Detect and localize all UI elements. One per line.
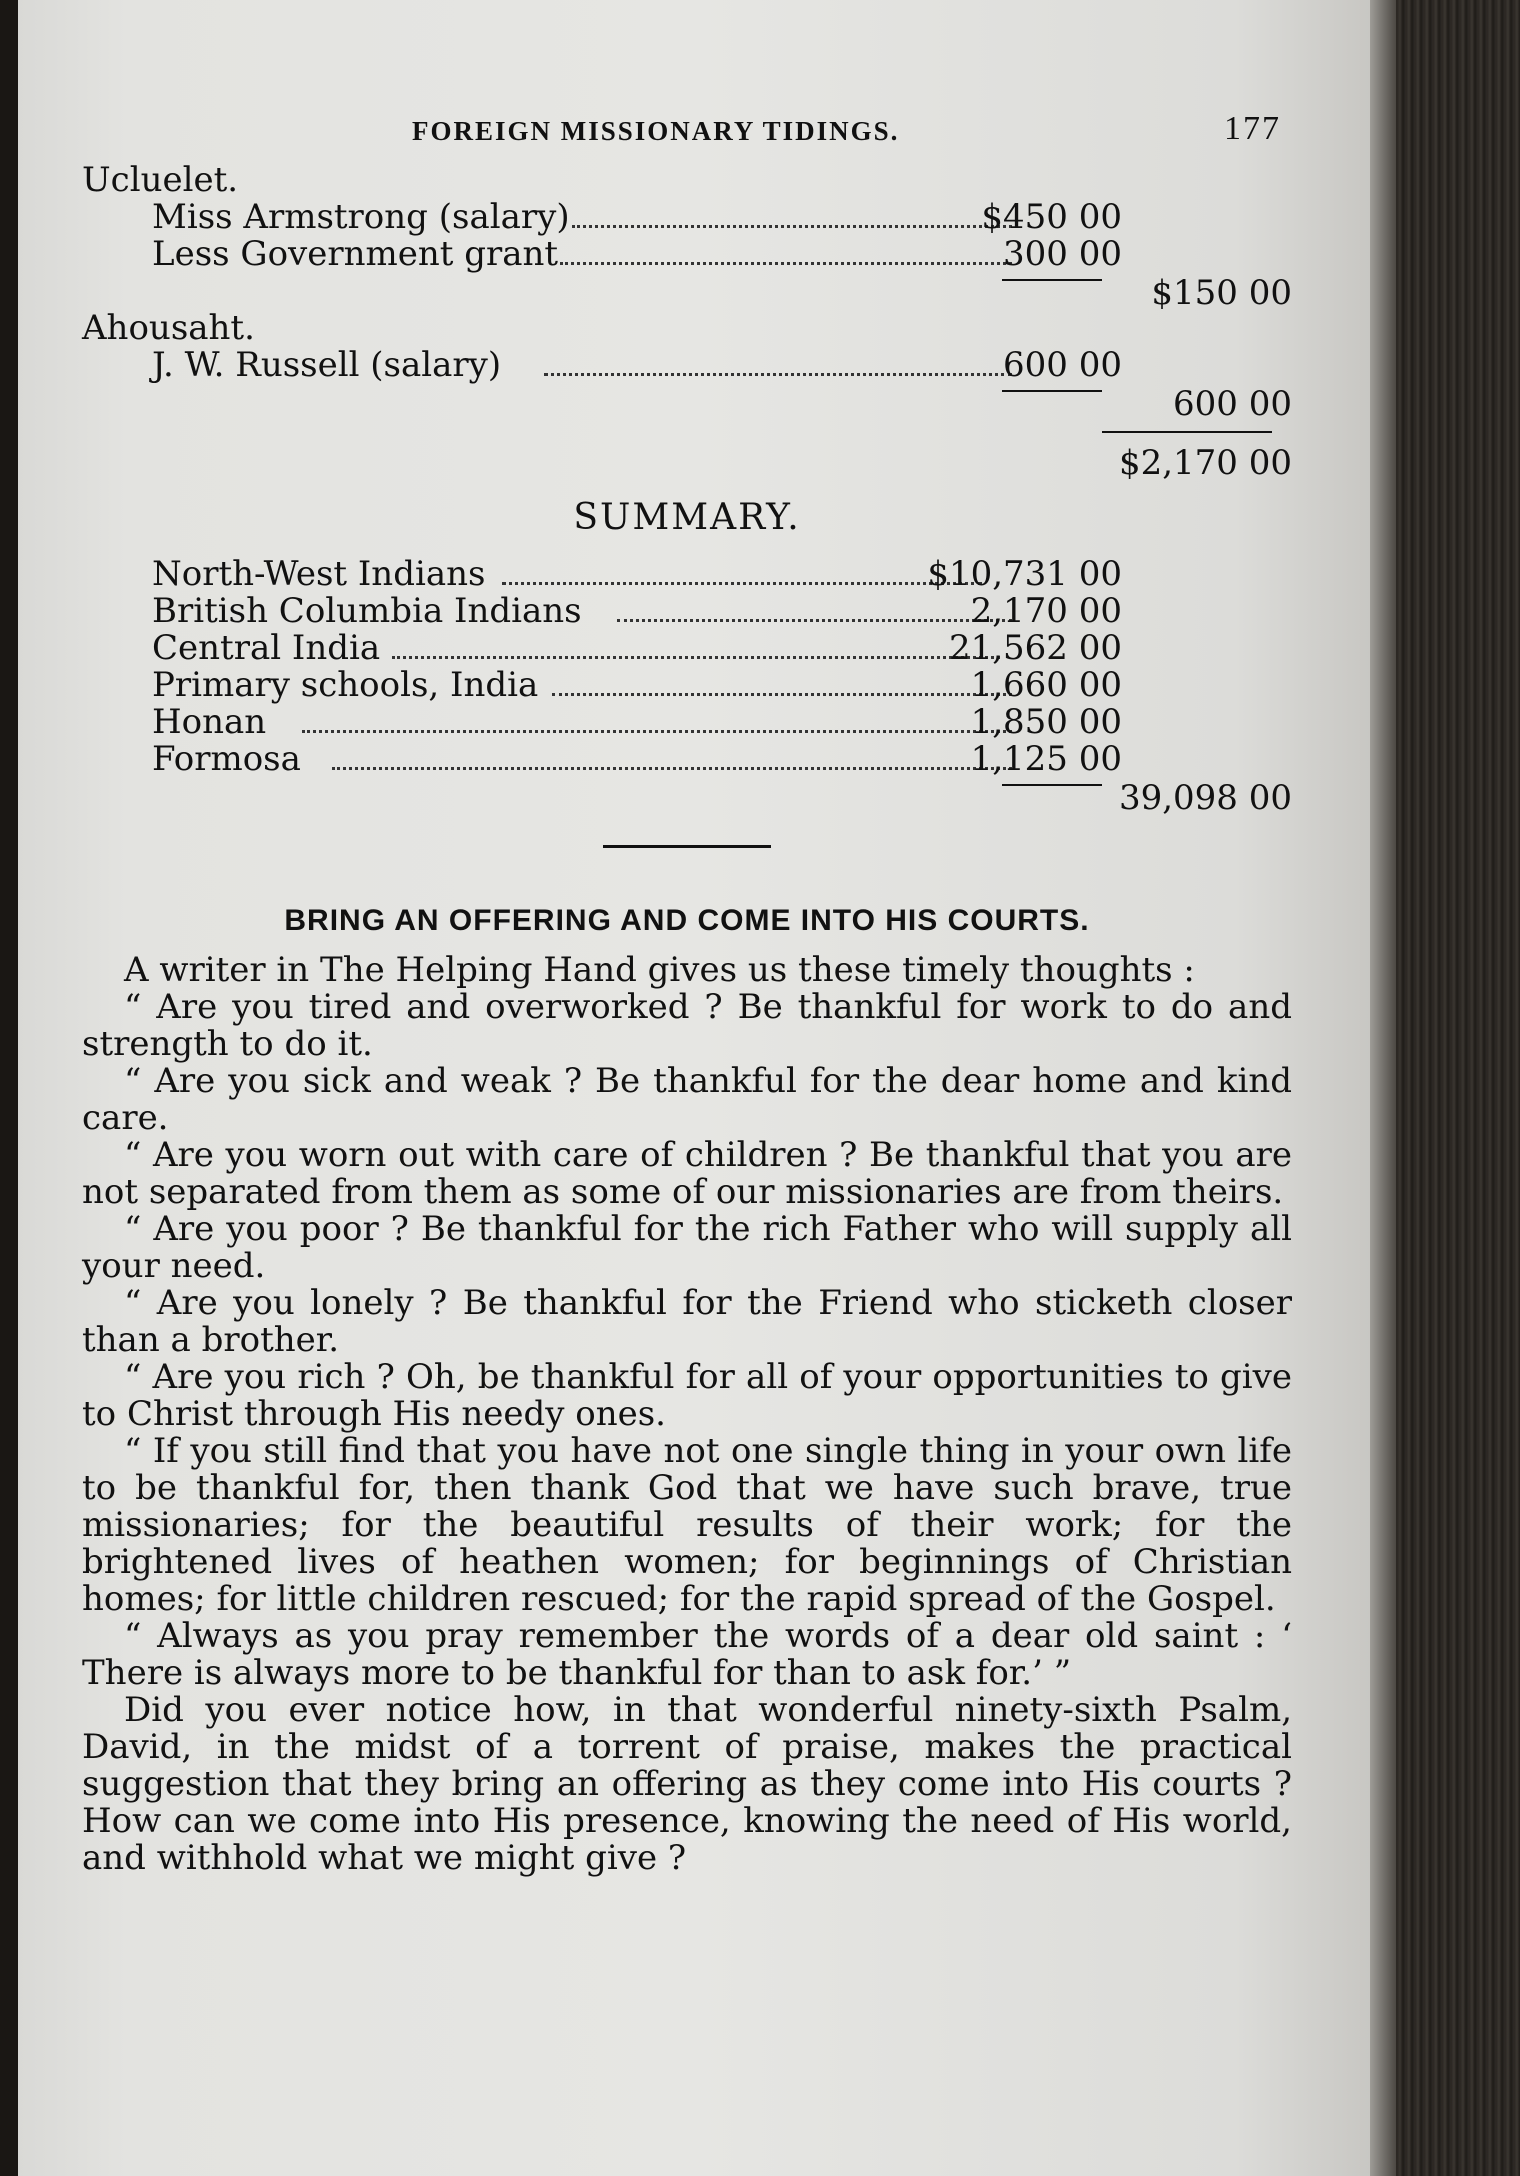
article-paragraph: “ Are you worn out with care of children ? Be thankful that you are not separated from them as some of our missionaries are from theirs.: [82, 1135, 1292, 1212]
grand-sum-rule: [1102, 431, 1272, 433]
summary-label: Formosa: [152, 739, 301, 779]
summary-row: [82, 630, 1292, 667]
summary-row: [82, 741, 1292, 778]
dot-leader: [392, 630, 1000, 659]
sum-rule: [1002, 279, 1102, 281]
dot-leader: [332, 741, 1012, 770]
summary-amount: 1,660 00: [970, 665, 1122, 705]
summary-label: Primary schools, India: [152, 665, 539, 705]
ledger-amount: 600 00: [1003, 345, 1122, 385]
dot-leader: [560, 236, 1012, 265]
summary-amount: 1,125 00: [970, 739, 1122, 779]
summary-label: British Columbia Indians: [152, 591, 582, 631]
summary-row: [82, 667, 1292, 704]
summary-row: [82, 704, 1292, 741]
sum-rule: [1002, 390, 1102, 392]
section-heading-ucluelet: Ucluelet.: [82, 160, 239, 200]
subtotal-amount: $150 00: [1151, 273, 1292, 313]
article-paragraph: A writer in The Helping Hand gives us these timely thoughts :: [124, 950, 1195, 990]
dot-leader: [502, 556, 982, 585]
subtotal-row: [82, 273, 1292, 313]
grand-total-rule-row: [82, 421, 1292, 443]
summary-amount: 21,562 00: [948, 628, 1122, 668]
grand-total-amount: $2,170 00: [1118, 443, 1292, 483]
page-number: 177: [1224, 110, 1281, 147]
summary-label: Honan: [152, 702, 267, 742]
grand-total-row: [82, 443, 1292, 483]
dot-leader: [544, 347, 1012, 376]
summary-heading: SUMMARY.: [573, 497, 801, 538]
summary-amount: 1,850 00: [970, 702, 1122, 742]
ledger-row: [82, 199, 1292, 236]
ledger-amount: 300 00: [1003, 234, 1122, 274]
subtotal-row: [82, 384, 1292, 424]
summary-total-amount: 39,098 00: [1118, 778, 1292, 818]
page-content: [82, 108, 1292, 1877]
dot-leader: [617, 593, 1012, 622]
summary-row: [82, 556, 1292, 593]
dot-leader: [572, 199, 1012, 228]
article-heading: BRING AN OFFERING AND COME INTO HIS COURTS.: [284, 904, 1090, 937]
summary-amount: 2,170 00: [970, 591, 1122, 631]
dot-leader: [552, 667, 1012, 696]
ledger-amount: $450 00: [981, 197, 1122, 237]
summary-row: [82, 593, 1292, 630]
article-paragraph: “ Are you poor ? Be thankful for the rich Father who will supply all your need.: [82, 1209, 1292, 1286]
section-divider: [603, 845, 771, 848]
article-paragraph: Did you ever notice how, in that wonderful ninety-sixth Psalm, David, in the midst of a torrent of praise, makes the practical suggestion that they bring an offering as they come into His courts ? How can we come into His presence, knowing the need of His world, and withhold what we might give ?: [82, 1690, 1292, 1878]
ledger-label: Less Government grant: [152, 234, 559, 274]
article-paragraph: “ Are you tired and overworked ? Be thankful for work to do and strength to do it.: [82, 987, 1292, 1064]
sum-rule: [1002, 784, 1102, 786]
summary-amount: $10,731 00: [927, 554, 1122, 594]
running-title: FOREIGN MISSIONARY TIDINGS.: [412, 116, 900, 146]
article-paragraph: “ Are you sick and weak ? Be thankful for the dear home and kind care.: [82, 1061, 1292, 1138]
ledger-label: J. W. Russell (salary): [152, 345, 502, 385]
book-spine-edge: [1370, 0, 1520, 2176]
section-heading-ahousaht: Ahousaht.: [82, 308, 255, 348]
subtotal-amount: 600 00: [1173, 384, 1292, 424]
summary-label: Central India: [152, 628, 381, 668]
article-paragraph: “ Are you rich ? Oh, be thankful for all of your opportunities to give to Christ through His needy ones.: [82, 1357, 1292, 1434]
article-paragraph: “ If you still find that you have not one single thing in your own life to be thankful for, then thank God that we have such brave, true missionaries; for the beautiful results of their work; for the brightened lives of heathen women; for beginnings of Christian homes; for little children rescued; for the rapid spread of the Gospel.: [82, 1431, 1292, 1619]
ledger-row: [82, 236, 1292, 273]
running-head: [82, 108, 1292, 162]
summary-total-row: [82, 778, 1292, 818]
summary-label: North-West Indians: [152, 554, 486, 594]
article-paragraph: “ Always as you pray remember the words of a dear old saint : ‘ There is always more to be thankful for than to ask for.’ ”: [82, 1616, 1292, 1693]
dot-leader: [302, 704, 1012, 733]
ledger-label: Miss Armstrong (salary): [152, 197, 570, 237]
article-paragraph: “ Are you lonely ? Be thankful for the Friend who sticketh closer than a brother.: [82, 1283, 1292, 1360]
ledger-row: [82, 347, 1292, 384]
